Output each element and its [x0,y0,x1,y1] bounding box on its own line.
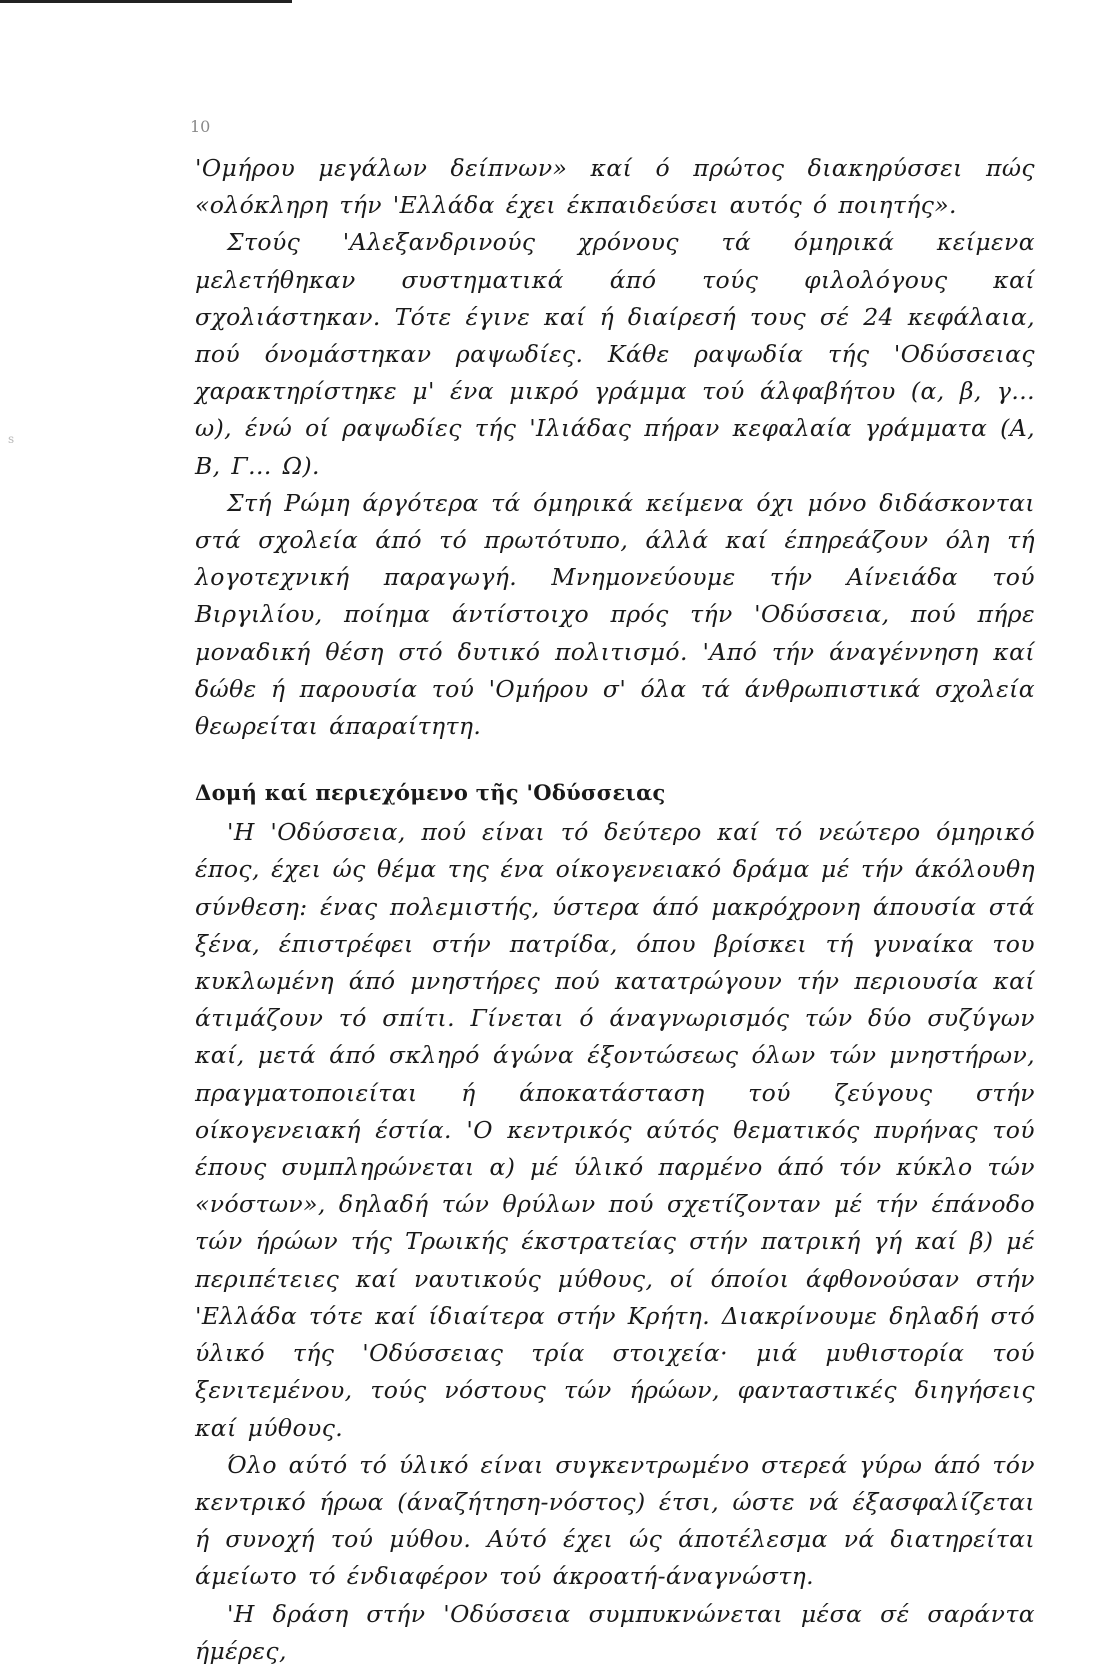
paragraph-odyssey-theme: 'Η 'Οδύσσεια, πού είναι τό δεύτερο καί τό νεώτερο όμηρικό έπος, έχει ώς θέμα της ένα οίκογενειακό δράμα μέ τήν άκόλουθη σύνθεση: ένας πολεμιστής, ύστερα άπό μακρόχρονη άπουσία στά ξένα, έπιστρέφει στήν πατρίδα, όπου βρίσκει τή γυναίκα του κυκλωμένη άπό μνηστήρες πού κατατρώγουν τήν περιουσία καί άτιμάζουν τό σπίτι. Γίνεται ό άναγνωρισμός τών δύο συζύγων καί, μετά άπό σκληρό άγώνα έξοντώσεως όλων τών μνηστήρων, πραγματοποιείται ή άποκατάσταση τού ζεύγους στήν οίκογενειακή έστία. 'Ο κεντρικός αύτός θεματικός πυρήνας τού έπους συμπληρώνεται α) μέ ύλικό παρμένο άπό τόν κύκλο τών «νόστων», δηλαδή τών θρύλων πού σχετίζονταν μέ τήν έπάνοδο τών ήρώων τής Τρωικής έκστρατείας στήν πατρική γή καί β) μέ περιπέτειες καί ναυτικούς μύθους, οί όποίοι άφθονούσαν στήν 'Ελλάδα τότε καί ίδιαίτερα στήν Κρήτη. Διακρίνουμε δηλαδή στό ύλικό τής 'Οδύσσειας τρία στοιχεία· μιά μυθιστορία τού ξενιτεμένου, τούς νόστους τών ήρώων, φανταστικές διηγήσεις καί μύθους. [195,818,1035,1442]
top-edge-rule [0,0,292,3]
margin-mark: s [8,432,15,446]
paragraph-action-days: 'Η δράση στήν 'Οδύσσεια συμπυκνώνεται μέσα σέ σαράντα ήμέρες, [195,1599,1035,1665]
page-number: 10 [190,117,211,136]
paragraph-central-hero: Όλο αύτό τό ύλικό είναι συγκεντρωμένο στερεά γύρω άπό τόν κεντρικό ήρωα (άναζήτηση-νόστος) έτσι, ώστε νά έξασφαλίζεται ή συνοχή τού μύθου. Αύτό έχει ώς άποτέλεσμα νά διατηρείται άμείωτο τό ένδιαφέρον τού άκροατή-άναγνώστη. [195,1450,1035,1591]
page-body [195,150,1035,1670]
paragraph-continued: 'Ομήρου μεγάλων δείπνων» καί ό πρώτος διακηρύσσει πώς «ολόκληρη τήν 'Ελλάδα έχει έκπαιδεύσει αυτός ό ποιητής». [195,154,1035,220]
paragraph-alexandrian: Στούς 'Αλεξανδρινούς χρόνους τά όμηρικά κείμενα μελετήθηκαν συστηματικά άπό τούς φιλολόγους καί σχολιάστηκαν. Τότε έγινε καί ή διαίρεσή τους σέ 24 κεφάλαια, πού όνομάστηκαν ραψωδίες. Κάθε ραψωδία τής 'Οδύσσειας χαρακτηρίστηκε μ' ένα μικρό γράμμα τού άλφαβήτου (α, β, γ... ω), ένώ οί ραψωδίες τής 'Ιλιάδας πήραν κεφαλαία γράμματα (Α, Β, Γ... Ω). [195,228,1035,480]
section-heading: Δομή καί περιεχόμενο τῆς 'Οδύσσειας [195,780,666,806]
paragraph-rome: Στή Ρώμη άργότερα τά όμηρικά κείμενα όχι μόνο διδάσκονται στά σχολεία άπό τό πρωτότυπο, άλλά καί έπηρεάζουν όλη τή λογοτεχνική παραγωγή. Μνημονεύουμε τήν Αίνειάδα τού Βιργιλίου, ποίημα άντίστοιχο πρός τήν 'Οδύσσεια, πού πήρε μοναδική θέση στό δυτικό πολιτισμό. 'Από τήν άναγέννηση καί δώθε ή παρουσία τού 'Ομήρου σ' όλα τά άνθρωπιστικά σχολεία θεωρείται άπαραίτητη. [195,488,1035,741]
